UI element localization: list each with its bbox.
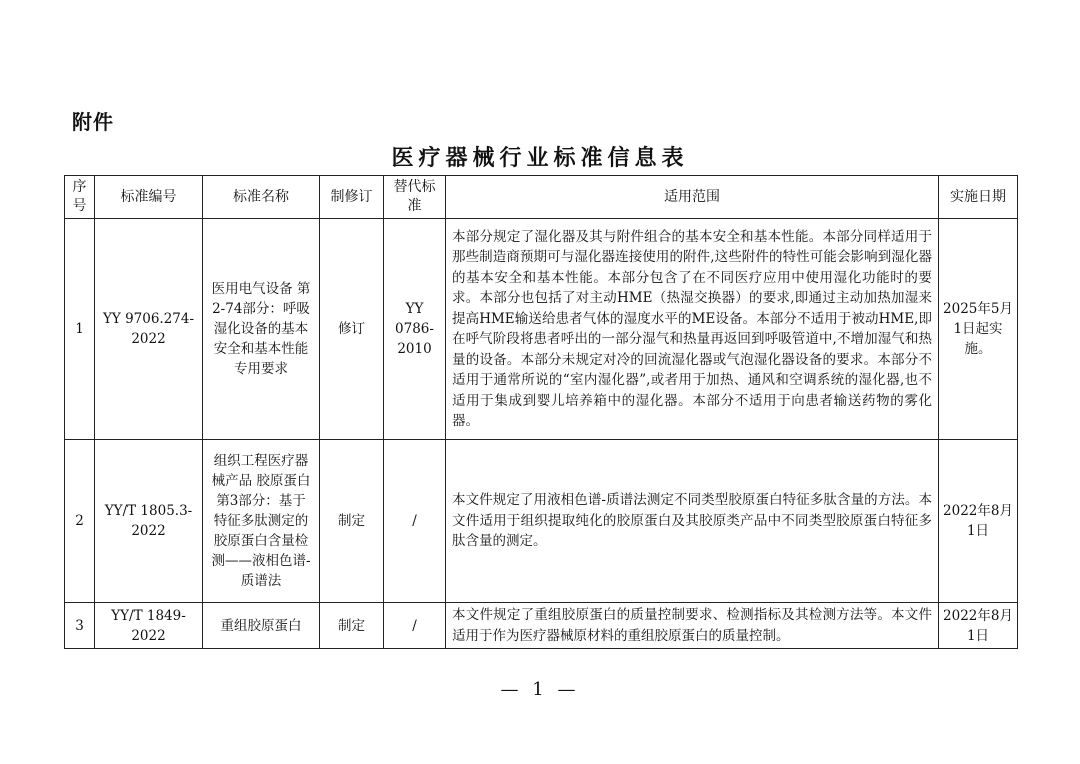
table-row [65, 440, 1018, 603]
cell-seq: 3 [65, 603, 95, 649]
standards-table [64, 175, 1018, 649]
cell-code: YY/T 1849-2022 [95, 603, 203, 649]
cell-seq: 1 [65, 219, 95, 440]
cell-date: 2025年5月1日起实施。 [939, 219, 1018, 440]
cell-code: YY/T 1805.3-2022 [95, 440, 203, 603]
cell-seq: 2 [65, 440, 95, 603]
page-number: — 1 — [500, 679, 580, 700]
attachment-label: 附件 [72, 110, 114, 134]
cell-revision: 制定 [320, 603, 384, 649]
cell-replaces: / [384, 440, 446, 603]
header-replaces: 替代标准 [384, 176, 446, 219]
header-date: 实施日期 [939, 176, 1018, 219]
cell-name: 重组胶原蛋白 [203, 603, 320, 649]
cell-name: 医用电气设备 第2-74部分：呼吸湿化设备的基本安全和基本性能专用要求 [203, 219, 320, 440]
cell-replaces: / [384, 603, 446, 649]
document-title: 医疗器械行业标准信息表 [391, 145, 689, 171]
cell-scope: 本部分规定了湿化器及其与附件组合的基本安全和基本性能。本部分同样适用于那些制造商预期可与湿化器连接使用的附件,这些附件的特性可能会影响到湿化器的基本安全和基本性能。本部分包含了在不同医疗应用中使用湿化功能时的要求。本部分也包括了对主动HME（热湿交换器）的要求,即通过主动加热加湿来提高HME输送给患者气体的湿度水平的ME设备。本部分不适用于被动HME,即在呼气阶段将患者呼出的一部分湿气和热量再返回到呼吸管道中,不增加湿气和热量的设备。本部分未规定对冷的回流湿化器或气泡湿化器设备的要求。本部分不适用于通常所说的“室内湿化器”,或者用于加热、通风和空调系统的湿化器,也不适用于集成到婴儿培养箱中的湿化器。本部分不适用于向患者输送药物的雾化器。 [446, 219, 939, 440]
table-row [65, 219, 1018, 440]
cell-scope: 本文件规定了重组胶原蛋白的质量控制要求、检测指标及其检测方法等。本文件适用于作为医疗器械原材料的重组胶原蛋白的质量控制。 [446, 603, 939, 649]
table-header-row [65, 176, 1018, 219]
cell-code: YY 9706.274-2022 [95, 219, 203, 440]
cell-replaces: YY 0786-2010 [384, 219, 446, 440]
header-revision: 制修订 [320, 176, 384, 219]
header-code: 标准编号 [95, 176, 203, 219]
cell-date: 2022年8月1日 [939, 440, 1018, 603]
cell-revision: 制定 [320, 440, 384, 603]
cell-date: 2022年8月1日 [939, 603, 1018, 649]
cell-scope: 本文件规定了用液相色谱-质谱法测定不同类型胶原蛋白特征多肽含量的方法。本文件适用于组织提取纯化的胶原蛋白及其胶原类产品中不同类型胶原蛋白特征多肽含量的测定。 [446, 440, 939, 603]
cell-revision: 修订 [320, 219, 384, 440]
header-seq: 序号 [65, 176, 95, 219]
cell-name: 组织工程医疗器械产品 胶原蛋白 第3部分：基于特征多肽测定的胶原蛋白含量检测——液相色谱-质谱法 [203, 440, 320, 603]
header-scope: 适用范围 [446, 176, 939, 219]
table-row [65, 603, 1018, 649]
header-name: 标准名称 [203, 176, 320, 219]
